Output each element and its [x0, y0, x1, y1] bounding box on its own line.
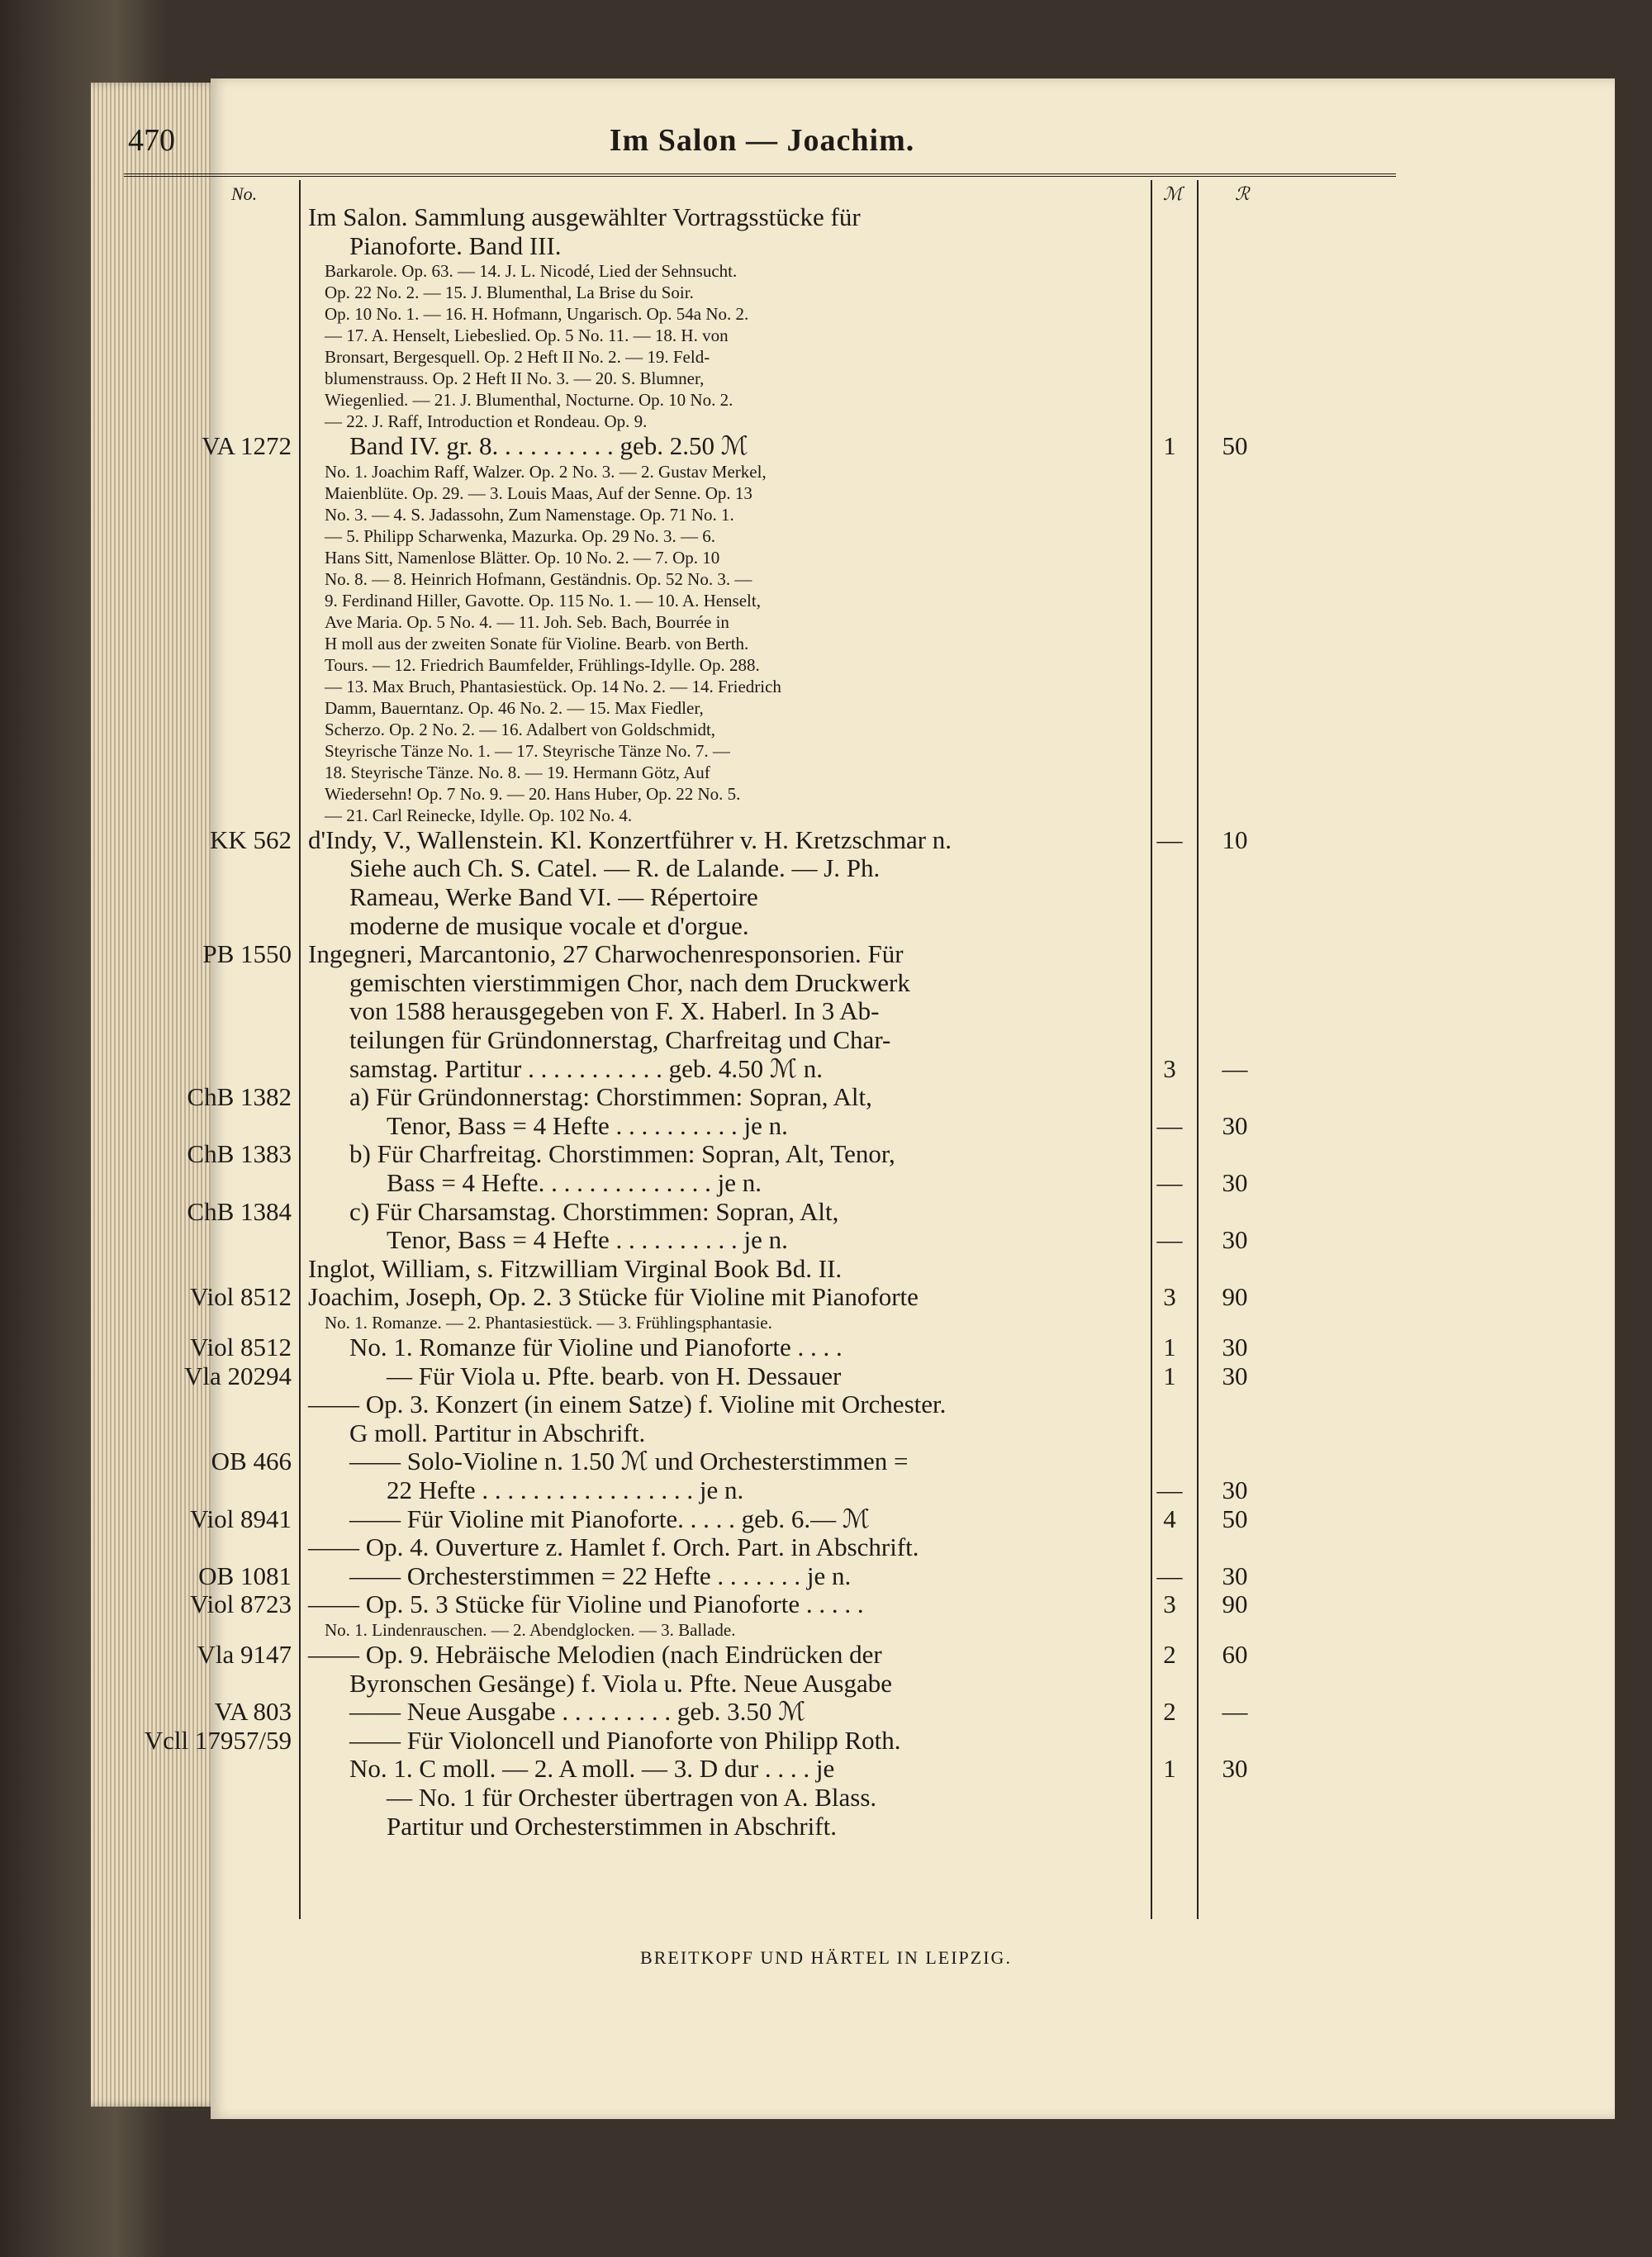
table-row: [124, 1026, 1396, 1054]
catalog-number: PB 1550: [202, 939, 292, 969]
entry-text: — Für Viola u. Pfte. bearb. von H. Dessauer: [387, 1361, 842, 1390]
table-row: [124, 1727, 1396, 1755]
price-mark: 1: [1163, 1333, 1176, 1361]
price-pfennig: —: [1222, 1053, 1248, 1083]
entry-text: — 17. A. Henselt, Liebeslied. Op. 5 No. 11. — 18. H. von: [325, 325, 729, 346]
entry-text: —— Op. 4. Ouverture z. Hamlet f. Orch. Part. in Abschrift.: [308, 1532, 919, 1562]
entry-text: —— Op. 3. Konzert (in einem Satze) f. Violine mit Orchester.: [308, 1390, 947, 1419]
entry-text: No. 1. C moll. — 2. A moll. — 3. D dur . . . . je: [349, 1754, 835, 1784]
table-row: [124, 1670, 1396, 1698]
entry-text: a) Für Gründonnerstag: Chorstimmen: Sopran, Alt,: [349, 1082, 872, 1112]
table-row: [124, 1140, 1396, 1168]
entry-text: von 1588 herausgegeben von F. X. Haberl. In 3 Ab-: [349, 996, 880, 1026]
entry-text: Damm, Bauerntanz. Op. 46 No. 2. — 15. Max Fiedler,: [325, 697, 704, 718]
catalog-number: ChB 1384: [187, 1196, 292, 1226]
entry-text: No. 8. — 8. Heinrich Hofmann, Geständnis. Op. 52 No. 3. —: [325, 568, 752, 589]
table-row: [124, 303, 1396, 325]
table-row: [124, 1419, 1396, 1447]
entry-text: Inglot, William, s. Fitzwilliam Virginal Book Bd. II.: [308, 1253, 843, 1283]
table-row: [124, 805, 1396, 826]
entry-text: Op. 10 No. 1. — 16. H. Hofmann, Ungarisch. Op. 54a No. 2.: [325, 304, 749, 325]
entry-text: 22 Hefte . . . . . . . . . . . . . . . . . je n.: [387, 1475, 744, 1504]
catalog-number: OB 466: [211, 1447, 292, 1476]
table-row: [124, 997, 1396, 1025]
table-row: [124, 1505, 1396, 1533]
table-row: [124, 368, 1396, 389]
entry-text: Joachim, Joseph, Op. 2. 3 Stücke für Violine mit Pianoforte: [308, 1282, 919, 1312]
table-row: [124, 547, 1396, 568]
price-mark: —: [1156, 1225, 1183, 1255]
table-row: [124, 590, 1396, 611]
table-row: [124, 1362, 1396, 1390]
table-row: [124, 1333, 1396, 1361]
entry-text: Partitur und Orchesterstimmen in Abschrift.: [387, 1811, 837, 1841]
entry-text: gemischten vierstimmigen Chor, nach dem Druckwerk: [349, 967, 910, 997]
catalog-number: VA 803: [214, 1697, 292, 1727]
entry-text: Pianoforte. Band III.: [349, 230, 562, 260]
table-row: [124, 826, 1396, 854]
price-pfennig: 10: [1222, 824, 1248, 854]
table-row: [124, 1755, 1396, 1783]
table-row: [124, 1784, 1396, 1812]
table-row: [124, 611, 1396, 633]
column-header-pfennig: ℛ: [1235, 183, 1250, 204]
entry-text: 9. Ferdinand Hiller, Gavotte. Op. 115 No. 1. — 10. A. Henselt,: [325, 590, 761, 611]
table-row: [124, 1055, 1396, 1083]
entry-text: — 21. Carl Reinecke, Idylle. Op. 102 No. 4.: [325, 805, 633, 825]
price-pfennig: 30: [1222, 1225, 1248, 1255]
price-pfennig: 30: [1222, 1475, 1248, 1504]
running-title: Im Salon — Joachim.: [609, 123, 915, 158]
table-row: [124, 1698, 1396, 1726]
price-mark: —: [1156, 1561, 1183, 1590]
catalog-number: Vcll 17957/59: [144, 1725, 292, 1755]
table-row: [124, 1476, 1396, 1504]
price-mark: —: [1156, 824, 1183, 854]
table-row: [124, 1283, 1396, 1311]
table-row: [124, 912, 1396, 940]
price-pfennig: 30: [1222, 1754, 1248, 1784]
entry-text: No. 1. Romanze. — 2. Phantasiestück. — 3. Frühlingsphantasie.: [325, 1313, 772, 1333]
table-row: [124, 654, 1396, 676]
entry-text: samstag. Partitur . . . . . . . . . . . geb. 4.50 ℳ n.: [349, 1053, 824, 1083]
table-row: [124, 1083, 1396, 1111]
entry-text: —— Solo-Violine n. 1.50 ℳ und Orchesterstimmen =: [349, 1447, 909, 1476]
table-row: [124, 1813, 1396, 1841]
table-row: [124, 854, 1396, 882]
table-row: [124, 1312, 1396, 1333]
price-pfennig: 30: [1222, 1561, 1248, 1590]
entry-text: teilungen für Gründonnerstag, Charfreitag und Char-: [349, 1025, 891, 1054]
entry-text: — 5. Philipp Scharwenka, Mazurka. Op. 29 No. 3. — 6.: [325, 525, 716, 546]
price-mark: 3: [1163, 1589, 1176, 1619]
entry-text: Siehe auch Ch. S. Catel. — R. de Lalande. — J. Ph.: [349, 853, 881, 883]
entry-text: No. 1. Lindenrauschen. — 2. Abendglocken. — 3. Ballade.: [325, 1620, 736, 1640]
entry-text: No. 1. Romanze für Violine und Pianoforte . . . .: [349, 1333, 843, 1361]
entry-text: Wiedersehn! Op. 7 No. 9. — 20. Hans Huber, Op. 22 No. 5.: [325, 783, 741, 804]
price-mark: 1: [1163, 1754, 1176, 1784]
table-row: [124, 1562, 1396, 1590]
price-mark: 3: [1163, 1282, 1176, 1312]
table-row: [124, 232, 1396, 260]
table-row: [124, 411, 1396, 432]
entry-text: blumenstrauss. Op. 2 Heft II No. 3. — 20. S. Blumner,: [325, 368, 705, 389]
catalog-number: Viol 8512: [189, 1282, 292, 1312]
entry-text: b) Für Charfreitag. Chorstimmen: Sopran, Alt, Tenor,: [349, 1139, 895, 1169]
entry-text: Maienblüte. Op. 29. — 3. Louis Maas, Auf der Senne. Op. 13: [325, 482, 752, 503]
entry-text: Barkarole. Op. 63. — 14. J. L. Nicodé, Lied der Sehnsucht.: [325, 261, 738, 282]
table-row: [124, 568, 1396, 590]
table-row: [124, 969, 1396, 997]
catalog-number: Viol 8941: [189, 1504, 292, 1533]
table-row: [124, 1533, 1396, 1561]
table-row: [124, 783, 1396, 805]
table-row: [124, 740, 1396, 762]
table-row: [124, 1255, 1396, 1283]
table-row: [124, 762, 1396, 783]
page-number: 470: [128, 123, 175, 158]
column-header-mark: ℳ: [1163, 183, 1183, 204]
entry-text: No. 1. Joachim Raff, Walzer. Op. 2 No. 3. — 2. Gustav Merkel,: [325, 461, 767, 482]
entry-text: —— Orchesterstimmen = 22 Hefte . . . . . . . je n.: [349, 1561, 852, 1590]
entry-text: Scherzo. Op. 2 No. 2. — 16. Adalbert von Goldschmidt,: [325, 719, 716, 739]
column-header-no: No.: [231, 183, 258, 204]
table-row: [124, 719, 1396, 740]
table-row: [124, 525, 1396, 547]
price-pfennig: 90: [1222, 1589, 1248, 1619]
entry-text: moderne de musique vocale et d'orgue.: [349, 910, 749, 940]
entry-text: —— Für Violine mit Pianoforte. . . . . geb. 6.— ℳ: [349, 1504, 871, 1533]
price-mark: 4: [1163, 1504, 1176, 1533]
price-mark: —: [1156, 1168, 1183, 1197]
entry-text: Tenor, Bass = 4 Hefte . . . . . . . . . . je n.: [387, 1110, 788, 1140]
entry-text: Ave Maria. Op. 5 No. 4. — 11. Joh. Seb. Bach, Bourrée in: [325, 611, 729, 632]
entry-text: —— Neue Ausgabe . . . . . . . . . geb. 3.50 ℳ: [349, 1697, 806, 1727]
table-row: [124, 482, 1396, 504]
price-pfennig: 50: [1222, 431, 1248, 461]
entry-text: —— Op. 9. Hebräische Melodien (nach Eindrücken der: [308, 1640, 882, 1669]
table-row: [124, 1619, 1396, 1641]
entry-text: Tenor, Bass = 4 Hefte . . . . . . . . . . je n.: [387, 1225, 788, 1255]
table-row: [124, 633, 1396, 654]
table-row: [124, 260, 1396, 282]
publisher-footer: BREITKOPF UND HÄRTEL IN LEIPZIG.: [640, 1947, 1012, 1968]
catalog-number: OB 1081: [198, 1561, 292, 1590]
table-row: [124, 697, 1396, 719]
table-row: [124, 346, 1396, 368]
catalog-number: Viol 8512: [189, 1333, 292, 1361]
entry-text: Tours. — 12. Friedrich Baumfelder, Frühlings-Idylle. Op. 288.: [325, 654, 760, 675]
entry-text: c) Für Charsamstag. Chorstimmen: Sopran, Alt,: [349, 1196, 839, 1226]
table-row: [124, 1447, 1396, 1475]
table-row: [124, 203, 1396, 231]
catalog-number: VA 1272: [202, 431, 292, 461]
price-pfennig: 30: [1222, 1168, 1248, 1197]
table-row: [124, 282, 1396, 303]
table-row: [124, 461, 1396, 482]
price-mark: 2: [1163, 1640, 1176, 1669]
entry-text: — 13. Max Bruch, Phantasiestück. Op. 14 No. 2. — 14. Friedrich: [325, 676, 781, 696]
catalog-number: Vla 20294: [183, 1361, 292, 1390]
price-mark: —: [1156, 1110, 1183, 1140]
table-row: [124, 1390, 1396, 1418]
page-header: [128, 122, 1396, 172]
entry-text: — No. 1 für Orchester übertragen von A. Blass.: [387, 1783, 877, 1812]
table-row: [124, 940, 1396, 968]
table-row: [124, 1198, 1396, 1226]
table-row: [124, 389, 1396, 411]
price-mark: 3: [1163, 1053, 1176, 1083]
price-pfennig: 30: [1222, 1333, 1248, 1361]
entry-text: Steyrische Tänze No. 1. — 17. Steyrische Tänze No. 7. —: [325, 740, 730, 761]
price-mark: 1: [1163, 431, 1176, 461]
entry-text: — 22. J. Raff, Introduction et Rondeau. Op. 9.: [325, 411, 648, 432]
entry-text: G moll. Partitur in Abschrift.: [349, 1418, 646, 1447]
entry-text: H moll aus der zweiten Sonate für Violine. Bearb. von Berth.: [325, 633, 749, 653]
price-mark: 1: [1163, 1361, 1176, 1390]
catalog-number: Viol 8723: [189, 1589, 292, 1619]
entry-text: Wiegenlied. — 21. J. Blumenthal, Nocturne. Op. 10 No. 2.: [325, 390, 733, 411]
price-pfennig: 90: [1222, 1282, 1248, 1312]
table-row: [124, 1590, 1396, 1618]
price-mark: 2: [1163, 1697, 1176, 1727]
price-mark: —: [1156, 1475, 1183, 1504]
table-row: [124, 676, 1396, 697]
price-pfennig: 50: [1222, 1504, 1248, 1533]
catalog-number: ChB 1382: [187, 1082, 292, 1112]
entry-text: Hans Sitt, Namenlose Blätter. Op. 10 No. 2. — 7. Op. 10: [325, 547, 720, 568]
entry-text: Bronsart, Bergesquell. Op. 2 Heft II No. 2. — 19. Feld-: [325, 347, 710, 368]
entry-text: Bass = 4 Hefte. . . . . . . . . . . . . . je n.: [387, 1168, 762, 1197]
entry-text: Band IV. gr. 8. . . . . . . . . . geb. 2.50 ℳ: [349, 431, 748, 461]
entry-text: Op. 22 No. 2. — 15. J. Blumenthal, La Brise du Soir.: [325, 283, 694, 303]
table-row: [124, 325, 1396, 346]
entry-text: d'Indy, V., Wallenstein. Kl. Konzertführer v. H. Kretzschmar n.: [308, 824, 952, 854]
table-row: [124, 1169, 1396, 1197]
table-row: [124, 432, 1396, 460]
entry-text: —— Op. 5. 3 Stücke für Violine und Pianoforte . . . . .: [308, 1589, 864, 1619]
catalog-number: Vla 9147: [197, 1640, 292, 1669]
entry-text: Ingegneri, Marcantonio, 27 Charwochenresponsorien. Für: [308, 939, 904, 969]
entry-text: Rameau, Werke Band VI. — Répertoire: [349, 882, 758, 911]
table-row: [124, 883, 1396, 911]
table-row: [124, 1112, 1396, 1140]
header-rule: [124, 173, 1396, 177]
entry-text: Im Salon. Sammlung ausgewählter Vortragsstücke für: [308, 202, 861, 231]
price-pfennig: 30: [1222, 1361, 1248, 1390]
price-pfennig: 30: [1222, 1110, 1248, 1140]
table-row: [124, 1641, 1396, 1669]
catalog-number: KK 562: [209, 824, 292, 854]
catalog-number: ChB 1383: [187, 1139, 292, 1169]
entry-text: Byronschen Gesänge) f. Viola u. Pfte. Neue Ausgabe: [349, 1668, 893, 1698]
price-pfennig: 60: [1222, 1640, 1248, 1669]
entry-text: —— Für Violoncell und Pianoforte von Philipp Roth.: [349, 1725, 901, 1755]
entry-text: 18. Steyrische Tänze. No. 8. — 19. Hermann Götz, Auf: [325, 762, 710, 782]
table-row: [124, 504, 1396, 525]
table-row: [124, 1226, 1396, 1254]
entry-text: No. 3. — 4. S. Jadassohn, Zum Namenstage. Op. 71 No. 1.: [325, 504, 734, 525]
price-pfennig: —: [1222, 1697, 1248, 1727]
